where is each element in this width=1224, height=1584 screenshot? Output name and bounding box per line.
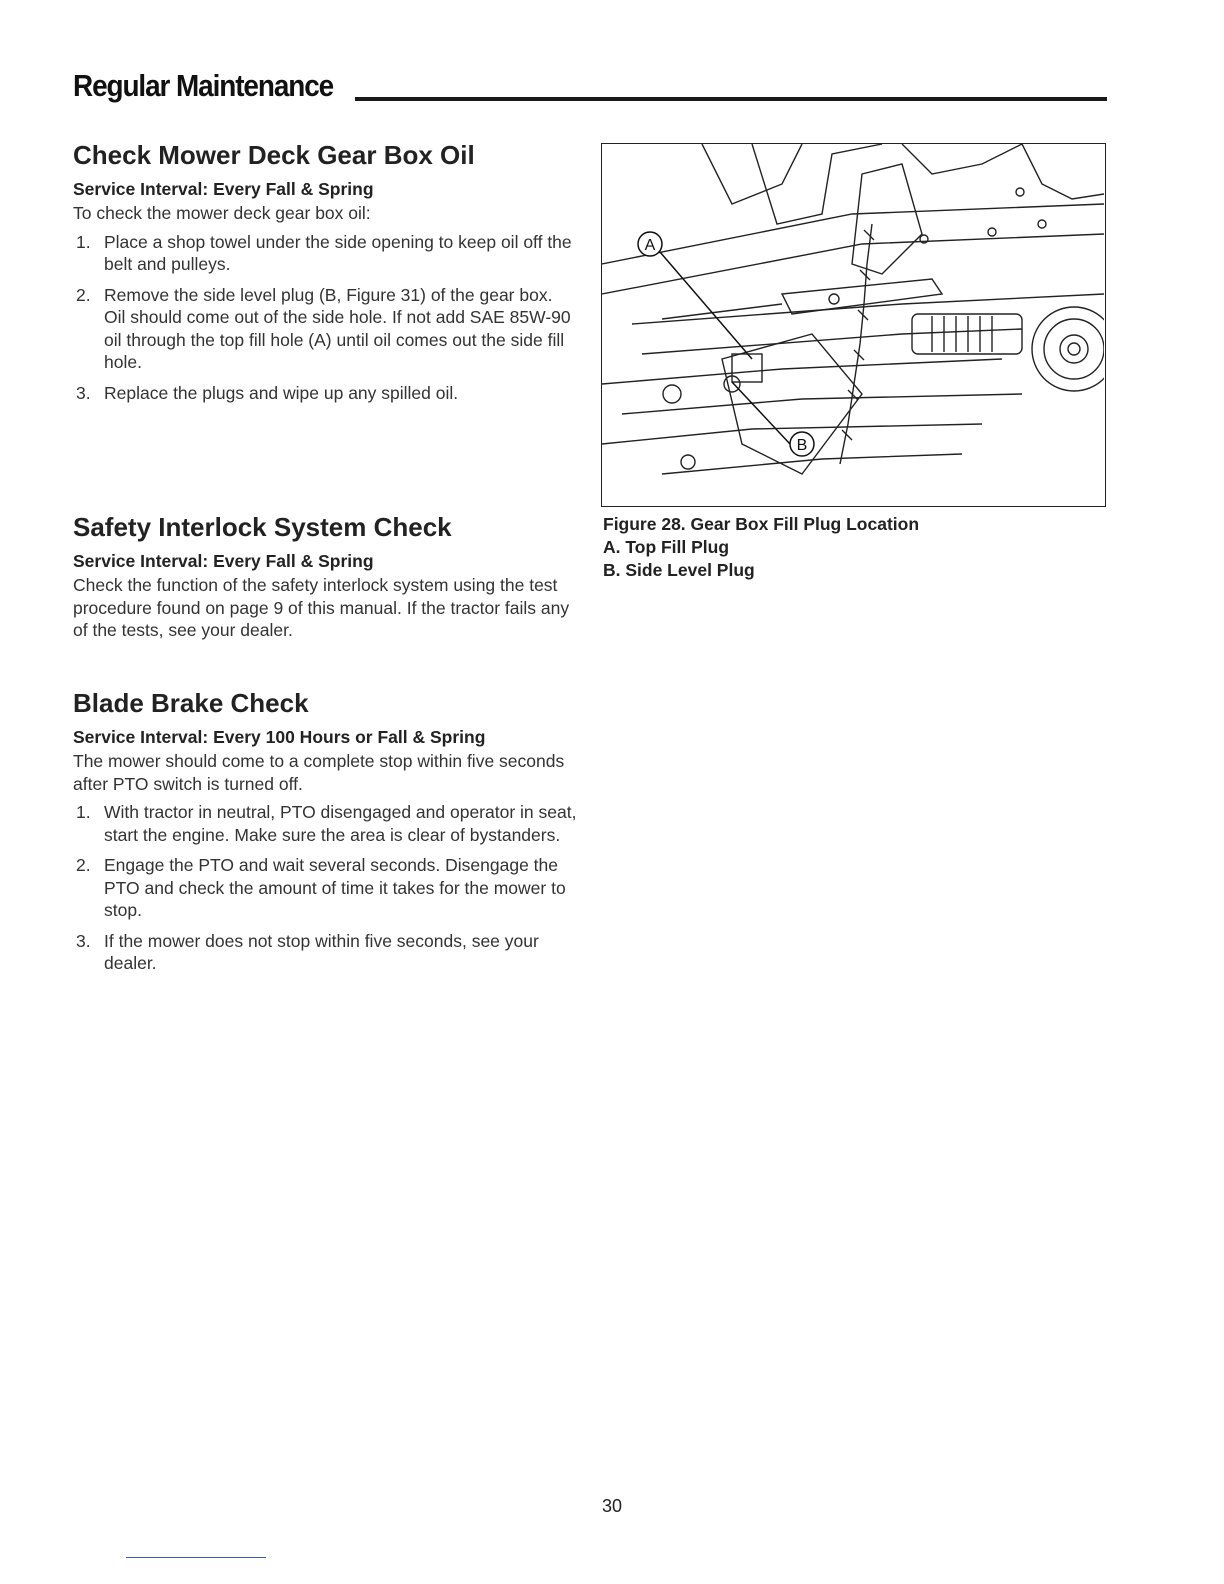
steps-list [73, 231, 578, 405]
section-intro: To check the mower deck gear box oil: [73, 203, 371, 223]
section-heading: Check Mower Deck Gear Box Oil [73, 140, 475, 170]
caption-title: Figure 28. Gear Box Fill Plug Location [603, 514, 920, 534]
page-number: 30 [601, 1496, 623, 1516]
section-heading: Safety Interlock System Check [73, 512, 452, 542]
section-body: Check the function of the safety interlock system using the test procedure found on page 9 of this manual. If the tractor fails any of the tests, see your dealer. [73, 575, 570, 640]
caption-item-a: A. Top Fill Plug [603, 537, 730, 557]
callout-b-label: B [796, 437, 808, 454]
page-header [73, 68, 1107, 104]
service-interval: Service Interval: Every Fall & Spring [73, 551, 374, 571]
list-item: 1. Place a shop towel under the side opening to keep oil off the belt and pulleys. [76, 231, 572, 274]
list-item: 2. Remove the side level plug (B, Figure 31) of the gear box. Oil should come out of the side hole. If not add SAE 85W-90 oil through the top fill hole (A) until oil comes out the side fill hole. [76, 284, 571, 372]
header-title: Regular Maintenance [73, 68, 334, 103]
section-intro: The mower should come to a complete stop within five seconds after PTO switch is turned off. [73, 751, 565, 794]
gear-box-figure [601, 143, 1106, 507]
callout-a-label: A [644, 237, 656, 254]
figure-caption [603, 513, 1103, 582]
header-rule [355, 97, 1107, 101]
section-safety-interlock [73, 510, 578, 642]
section-blade-brake [73, 686, 578, 983]
list-item: 3. Replace the plugs and wipe up any spilled oil. [76, 382, 459, 403]
list-item: 2. Engage the PTO and wait several seconds. Disengage the PTO and check the amount of time it takes for the mower to stop. [76, 855, 566, 920]
section-heading: Blade Brake Check [73, 688, 309, 718]
list-item: 3. If the mower does not stop within five seconds, see your dealer. [76, 930, 539, 973]
caption-item-b: B. Side Level Plug [603, 560, 755, 580]
service-interval: Service Interval: Every Fall & Spring [73, 179, 374, 199]
footer-rule [126, 1557, 266, 1558]
steps-list [73, 801, 578, 975]
mower-deck-illustration [602, 144, 1104, 505]
service-interval: Service Interval: Every 100 Hours or Fall & Spring [73, 727, 486, 747]
list-item: 1. With tractor in neutral, PTO disengaged and operator in seat, start the engine. Make sure the area is clear of bystanders. [76, 802, 577, 845]
section-gearbox-oil [73, 138, 578, 412]
